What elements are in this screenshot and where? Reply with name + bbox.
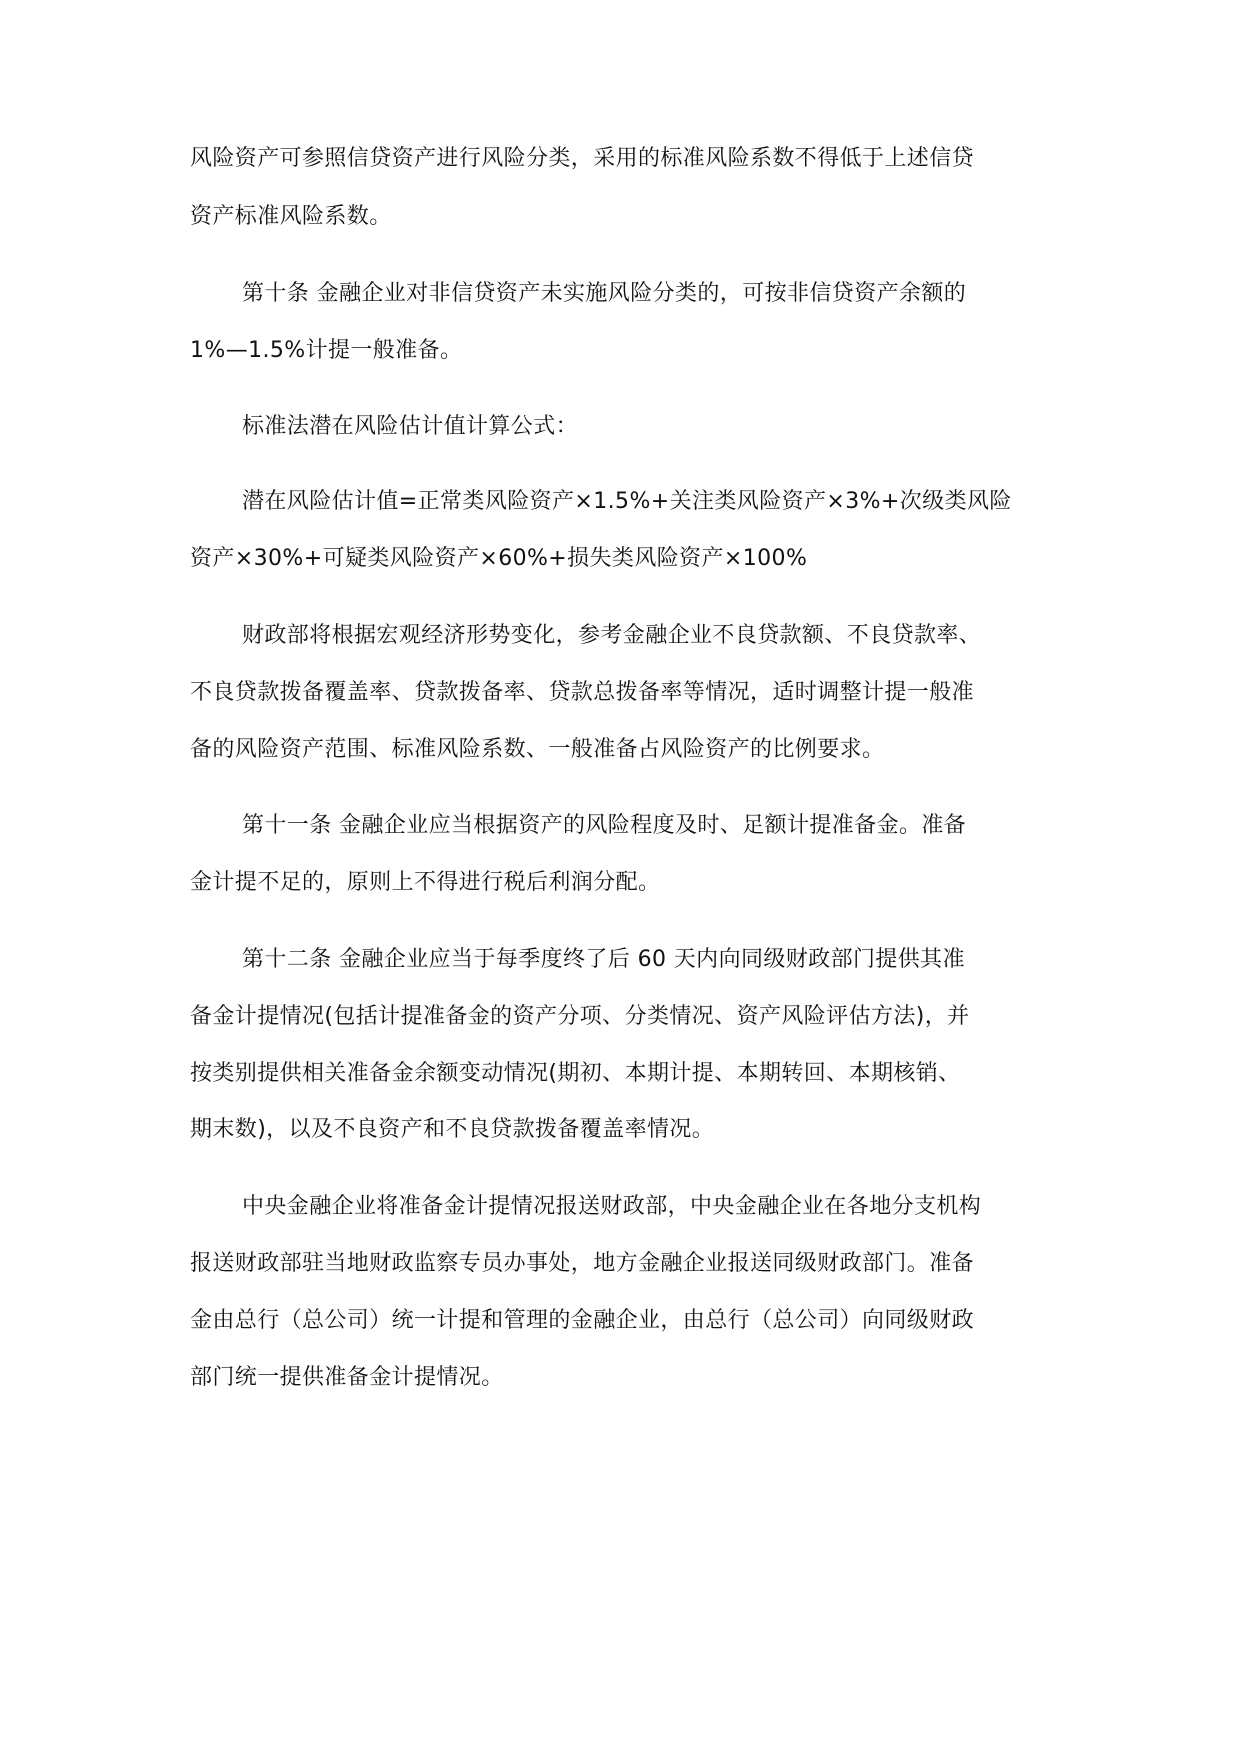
paragraph-line: 资产标准风险系数。	[190, 204, 392, 229]
paragraph-line: 报送财政部驻当地财政监察专员办事处，地方金融企业报送同级财政部门。准备	[190, 1251, 975, 1276]
paragraph-line: 1%—1.5%计提一般准备。	[190, 338, 463, 363]
paragraph-line: 第十二条 金融企业应当于每季度终了后 60 天内向同级财政部门提供其准	[242, 947, 965, 972]
paragraph-line: 第十条 金融企业对非信贷资产未实施风险分类的，可按非信贷资产余额的	[242, 281, 967, 306]
paragraph-line: 第十一条 金融企业应当根据资产的风险程度及时、足额计提准备金。准备	[242, 813, 967, 838]
paragraph-line: 金由总行（总公司）统一计提和管理的金融企业，由总行（总公司）向同级财政	[190, 1308, 975, 1333]
paragraph-line: 按类别提供相关准备金余额变动情况(期初、本期计提、本期转回、本期核销、	[190, 1061, 961, 1086]
paragraph-line: 备金计提情况(包括计提准备金的资产分项、分类情况、资产风险评估方法)，并	[190, 1004, 970, 1029]
paragraph-line: 期末数)，以及不良资产和不良贷款拨备覆盖率情况。	[190, 1117, 715, 1142]
paragraph-line: 风险资产可参照信贷资产进行风险分类，采用的标准风险系数不得低于上述信贷	[190, 146, 975, 171]
paragraph-line: 潜在风险估计值=正常类风险资产×1.5%+关注类风险资产×3%+次级类风险	[242, 489, 1012, 514]
paragraph-line: 部门统一提供准备金计提情况。	[190, 1365, 504, 1390]
paragraph-line: 中央金融企业将准备金计提情况报送财政部，中央金融企业在各地分支机构	[242, 1194, 982, 1219]
paragraph-line: 资产×30%+可疑类风险资产×60%+损失类风险资产×100%	[190, 546, 808, 571]
paragraph-line: 备的风险资产范围、标准风险系数、一般准备占风险资产的比例要求。	[190, 737, 885, 762]
paragraph-line: 标准法潜在风险估计值计算公式：	[242, 414, 579, 439]
paragraph-line: 金计提不足的，原则上不得进行税后利润分配。	[190, 870, 661, 895]
paragraph-line: 财政部将根据宏观经济形势变化，参考金融企业不良贷款额、不良贷款率、	[242, 623, 982, 648]
paragraph-line: 不良贷款拨备覆盖率、贷款拨备率、贷款总拨备率等情况，适时调整计提一般准	[190, 680, 975, 705]
